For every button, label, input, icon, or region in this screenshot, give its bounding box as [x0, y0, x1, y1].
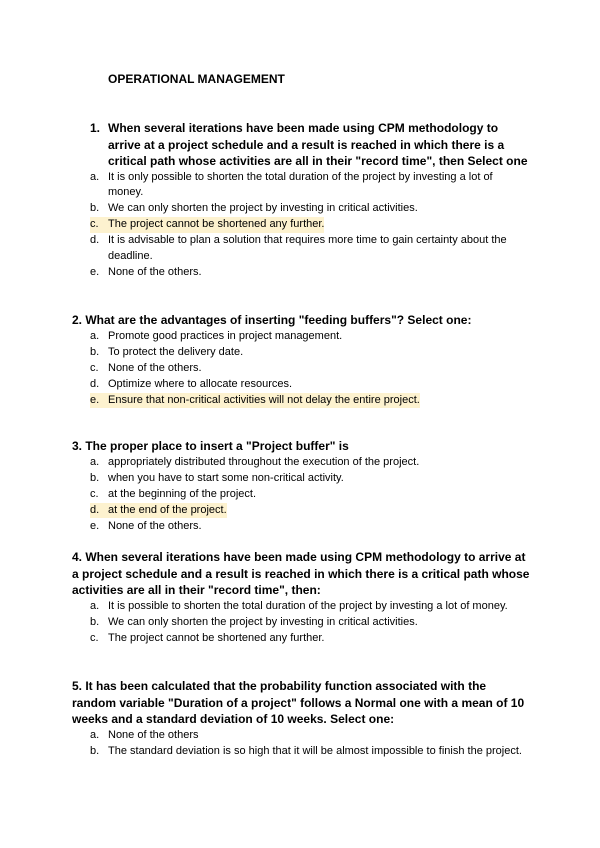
option-d: [90, 377, 532, 393]
option-a: [90, 329, 532, 345]
option-letter: a.: [90, 599, 100, 612]
option-c-highlighted: [90, 217, 530, 233]
question-text: [90, 120, 530, 170]
question-5: [72, 678, 532, 760]
option-text: at the beginning of the project.: [108, 487, 256, 500]
option-text: Ensure that non-critical activities will not delay the entire project.: [108, 393, 420, 409]
question-text: 3. The proper place to insert a "Project buffer" is: [72, 439, 349, 453]
option-e-highlighted: [90, 393, 532, 409]
option-b: [90, 744, 532, 760]
option-text: None of the others.: [108, 519, 202, 532]
question-4: [72, 549, 532, 647]
question-text: 4. When several iterations have been made using CPM methodology to arrive at a project schedule and a result is reached in which there is a critical path whose activities are all in their "record time", then:: [72, 550, 530, 597]
option-text: The standard deviation is so high that it will be almost impossible to finish the project.: [108, 744, 522, 757]
question-2: [72, 312, 532, 409]
option-text: at the end of the project.: [108, 503, 227, 519]
option-letter: b.: [90, 471, 100, 484]
option-text: We can only shorten the project by investing in critical activities.: [108, 615, 418, 628]
option-letter: a.: [90, 728, 100, 741]
option-a: [90, 455, 532, 471]
question-1: [90, 120, 530, 281]
option-letter: e.: [90, 519, 100, 532]
option-b: [90, 471, 532, 487]
question-body: When several iterations have been made using CPM methodology to arrive at a project schedule and a result is reached in which there is a critical path whose activities are all in their "record time", then Select one: [108, 121, 528, 168]
question-text: 5. It has been calculated that the probability function associated with the random variable "Duration of a project" follows a Normal one with a mean of 10 weeks and a standard deviation of 10 weeks. Select one:: [72, 679, 525, 726]
option-a: [90, 170, 530, 201]
option-letter: c.: [90, 631, 99, 644]
option-a: [90, 599, 532, 615]
question-3: [72, 438, 532, 535]
option-letter: c.: [90, 217, 108, 233]
options-list: [90, 599, 532, 647]
option-text: None of the others: [108, 728, 199, 741]
option-text: It is only possible to shorten the total duration of the project by investing a lot of money.: [108, 170, 493, 198]
option-d-highlighted: [90, 503, 532, 519]
option-b: [90, 615, 532, 631]
option-c: [90, 487, 532, 503]
option-letter: c.: [90, 487, 99, 500]
option-letter: b.: [90, 345, 100, 358]
question-text: 2. What are the advantages of inserting "feeding buffers"? Select one:: [72, 313, 472, 327]
option-letter: d.: [90, 503, 108, 519]
option-a: [90, 728, 532, 744]
option-c: [90, 361, 532, 377]
option-c: [90, 631, 532, 647]
option-b: [90, 201, 530, 217]
option-b: [90, 345, 532, 361]
option-text: Optimize where to allocate resources.: [108, 377, 293, 390]
option-e: [90, 265, 530, 281]
option-letter: b.: [90, 744, 100, 757]
option-text: It is advisable to plan a solution that requires more time to gain certainty about the deadline.: [108, 234, 507, 262]
options-list: [90, 455, 532, 535]
options-list: [90, 728, 532, 760]
option-e: [90, 519, 532, 535]
option-text: The project cannot be shortened any further.: [108, 217, 324, 233]
question-number: 1.: [90, 121, 101, 135]
option-letter: d.: [90, 234, 100, 246]
option-text: when you have to start some non-critical activity.: [108, 471, 344, 484]
option-d: [90, 233, 530, 264]
options-list: [90, 170, 530, 281]
option-letter: d.: [90, 377, 100, 390]
option-letter: e.: [90, 393, 108, 409]
option-text: None of the others.: [108, 265, 202, 278]
option-text: appropriately distributed throughout the execution of the project.: [108, 455, 420, 468]
option-text: We can only shorten the project by investing in critical activities.: [108, 202, 418, 214]
option-text: None of the others.: [108, 361, 202, 374]
option-letter: e.: [90, 265, 100, 278]
option-letter: c.: [90, 361, 99, 374]
option-letter: a.: [90, 455, 100, 468]
option-text: To protect the delivery date.: [108, 345, 244, 358]
document-title: OPERATIONAL MANAGEMENT: [108, 72, 285, 86]
option-letter: b.: [90, 615, 100, 628]
option-text: The project cannot be shortened any further.: [108, 631, 325, 644]
option-text: Promote good practices in project management.: [108, 329, 343, 342]
option-text: It is possible to shorten the total duration of the project by investing a lot of money.: [108, 599, 508, 612]
option-letter: a.: [90, 329, 100, 342]
options-list: [90, 329, 532, 409]
option-letter: a.: [90, 170, 100, 183]
option-letter: b.: [90, 202, 100, 214]
